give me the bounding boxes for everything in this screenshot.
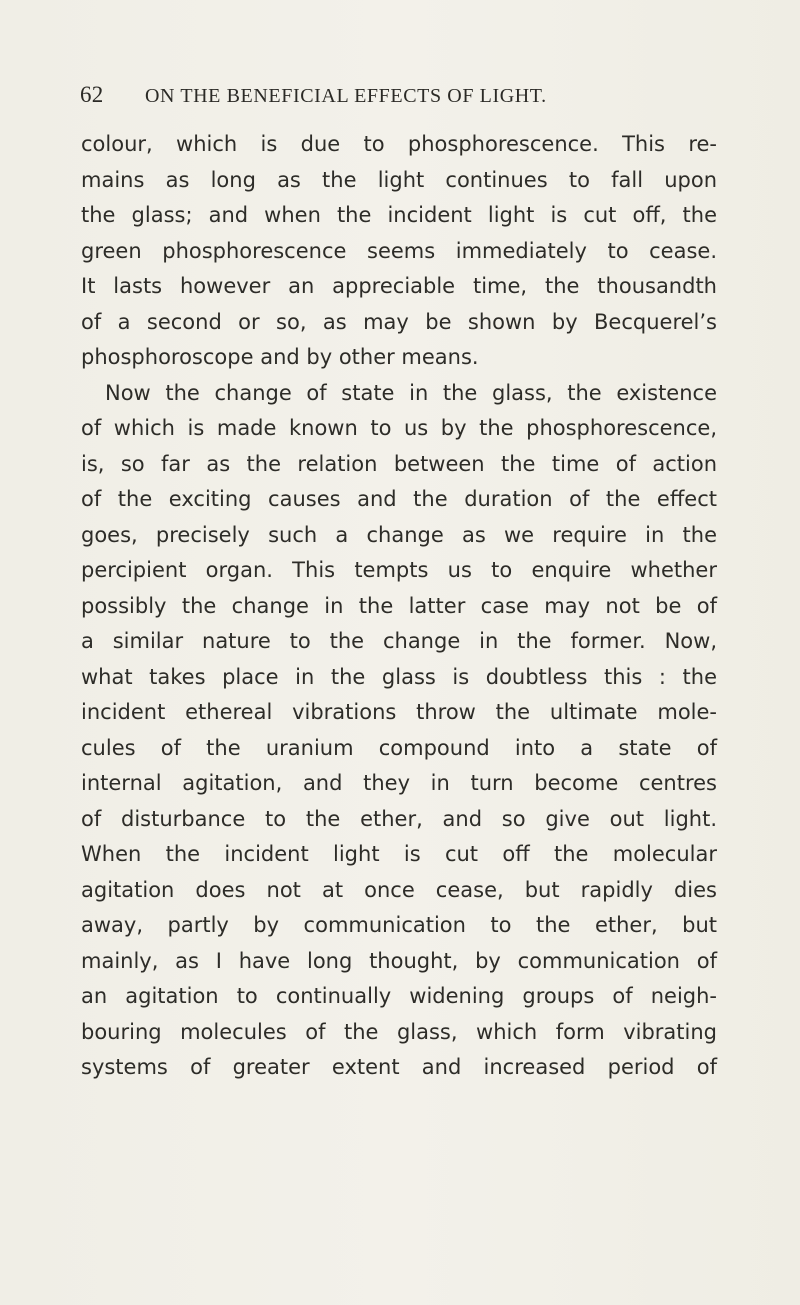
text-line: Now the change of state in the glass, the existence — [105, 380, 717, 405]
text-line: green phosphorescence seems immediately to cease. — [81, 238, 717, 263]
text-line: percipient organ. This tempts us to enquire whether — [81, 558, 717, 582]
text-line: cules of the uranium compound into a state of — [81, 735, 717, 760]
text-line: an agitation to continually widening groups of neigh- — [81, 984, 717, 1008]
text-line: When the incident light is cut off the molecular — [81, 842, 717, 866]
page-number: 62 — [80, 82, 104, 107]
text-line: agitation does not at once cease, but rapidly dies — [81, 877, 717, 902]
text-line: mains as long as the light continues to fall upon — [81, 167, 717, 192]
text-line: of the exciting causes and the duration of the effect — [81, 487, 717, 511]
text-line: mainly, as I have long thought, by communication of — [81, 948, 717, 973]
text-line: goes, precisely such a change as we require in the — [81, 522, 717, 547]
running-title: ON THE BENEFICIAL EFFECTS OF LIGHT. — [145, 85, 547, 107]
text-line: of disturbance to the ether, and so give out light. — [81, 806, 717, 831]
text-line: incident ethereal vibrations throw the ultimate mole- — [81, 700, 717, 724]
text-line: of which is made known to us by the phosphorescence, — [81, 416, 717, 440]
text-line: internal agitation, and they in turn become centres — [81, 771, 717, 795]
text-line: of a second or so, as may be shown by Becquerel’s — [81, 309, 717, 334]
text-line: phosphoroscope and by other means. — [81, 345, 479, 369]
text-line: systems of greater extent and increased period of — [81, 1055, 717, 1079]
text-line: the glass; and when the incident light is cut off, the — [81, 203, 717, 227]
page-header — [80, 80, 720, 114]
text-line: is, so far as the relation between the time of action — [81, 451, 717, 476]
text-line: colour, which is due to phosphorescence. This re- — [81, 132, 717, 156]
text-line: possibly the change in the latter case may not be of — [81, 593, 717, 618]
text-line: away, partly by communication to the ether, but — [81, 913, 717, 937]
text-line: what takes place in the glass is doubtless this : the — [81, 664, 717, 689]
text-line: It lasts however an appreciable time, the thousandth — [81, 274, 717, 298]
text-line: bouring molecules of the glass, which form vibrating — [81, 1019, 717, 1044]
text-line: a similar nature to the change in the former. Now, — [81, 629, 717, 653]
body-text — [81, 127, 717, 1086]
